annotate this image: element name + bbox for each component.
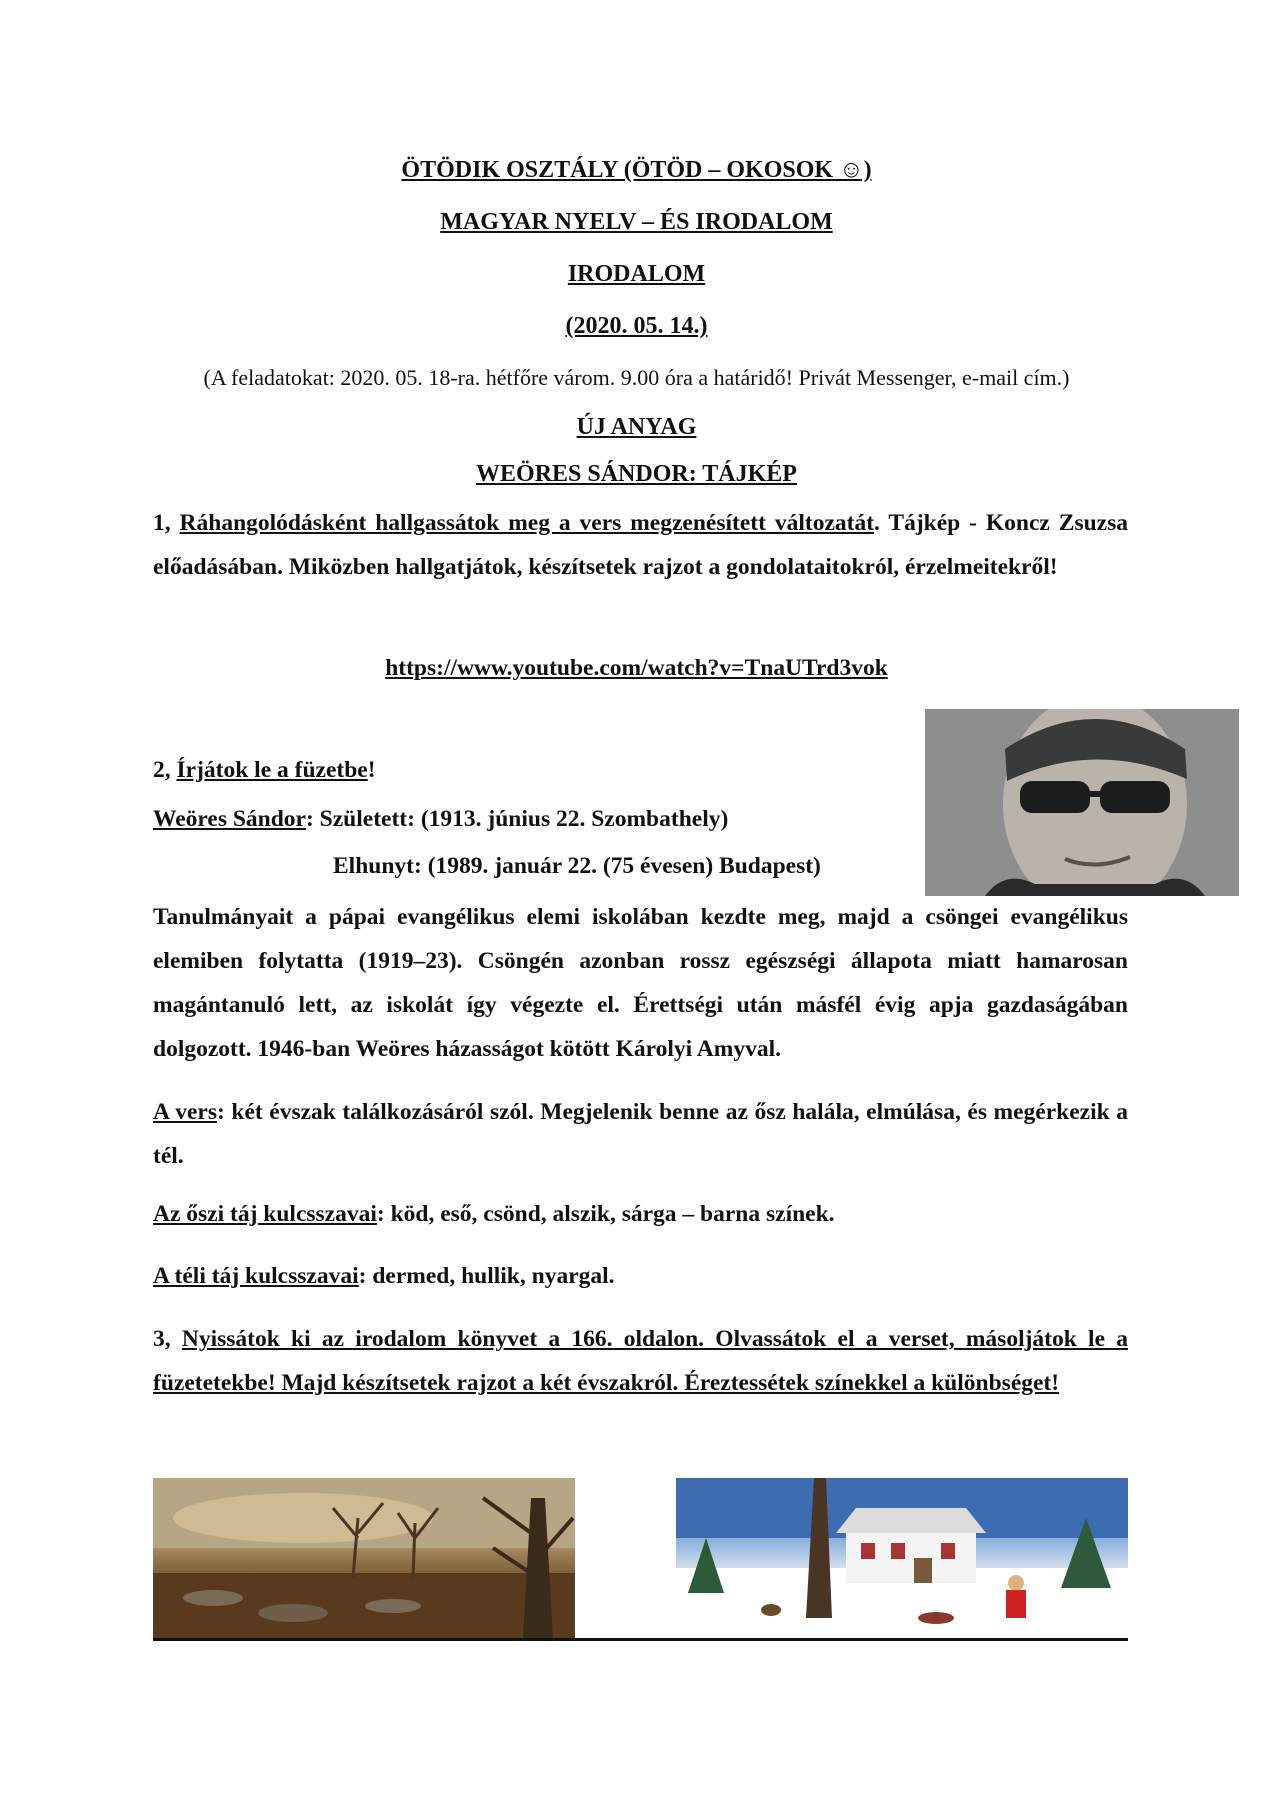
portrait-svg — [925, 709, 1239, 896]
task-3-instruction: Nyissátok ki az irodalom könyvet a 166. oldalon. Olvassátok el a verset, másoljátok le a füzetetekbe! Majd készítsetek rajzot a két évszakról. Éreztessétek színekkel a különbséget! — [153, 1326, 1129, 1396]
new-material-heading: ÚJ ANYAG — [576, 414, 697, 440]
topic-title: IRODALOM — [567, 261, 706, 287]
task-2-number: 2, — [153, 757, 177, 783]
biography: Tanulmányait a pápai evangélikus elemi iskolában kezdte meg, majd a csöngei evangélikus elemiben folytatta (1919–23). Csöngén azonban rossz egészségi állapota miatt hamarosan magántanuló lett, az iskolát így végezte el. Érettségi után másfél évig apja gazdaságában dolgozott. 1946-ban Weöres házasságot kötött Károlyi Amyval. — [153, 904, 1128, 1062]
deadline-note: (A feladatokat: 2020. 05. 18-ra. hétfőre várom. 9.00 óra a határidő! Privát Messenger, e-mail cím.) — [203, 365, 1070, 390]
task-1 — [153, 501, 1128, 589]
date-heading: (2020. 05. 14.) — [565, 313, 708, 339]
bottom-divider — [153, 1638, 1128, 1641]
birth-info: : Született: (1913. június 22. Szombathely) — [305, 806, 729, 832]
autumn-keywords — [153, 1201, 835, 1228]
winter-landscape-image — [676, 1478, 1128, 1638]
task-1-text: . Tájkép - Koncz Zsuzsa előadásában. Miközben hallgatjátok, készítsetek rajzot a gondolataitokról, érzelmeitekről! — [153, 510, 1128, 580]
winter-label: A téli táj kulcsszavai — [153, 1263, 359, 1289]
class-title: ÖTÖDIK OSZTÁLY (ÖTÖD – OKOSOK ☺) — [401, 157, 872, 183]
poem-title: WEÖRES SÁNDOR: TÁJKÉP — [476, 461, 797, 487]
autumn-text: : köd, eső, csönd, alszik, sárga – barna színek. — [376, 1201, 835, 1227]
task-2-instruction: Írjátok le a füzetbe — [176, 757, 368, 783]
task-1-number: 1, — [153, 510, 180, 536]
autumn-label: Az őszi táj kulcsszavai — [153, 1201, 377, 1227]
task-2 — [153, 757, 376, 784]
poem-description — [153, 1090, 1128, 1178]
task-3-number: 3, — [153, 1326, 182, 1352]
winter-keywords — [153, 1263, 615, 1290]
death-info: Elhunyt: (1989. január 22. (75 évesen) Budapest) — [333, 853, 821, 879]
task-2-exclamation: ! — [367, 757, 376, 783]
poem-text: : két évszak találkozásáról szól. Megjelenik benne az ősz halála, elmúlása, és megérkezik a tél. — [153, 1099, 1128, 1169]
author-birth — [153, 806, 728, 833]
author-portrait — [925, 709, 1239, 896]
poem-label: A vers — [153, 1099, 217, 1125]
task-3 — [153, 1317, 1128, 1405]
autumn-svg — [153, 1478, 575, 1638]
autumn-landscape-image — [153, 1478, 575, 1638]
author-name: Weöres Sándor — [153, 806, 306, 832]
task-1-instruction: Ráhangolódásként hallgassátok meg a vers megzenésített változatát — [179, 510, 875, 536]
winter-text: : dermed, hullik, nyargal. — [358, 1263, 615, 1289]
youtube-link[interactable]: https://www.youtube.com/watch?v=TnaUTrd3vok — [385, 655, 888, 681]
winter-svg — [676, 1478, 1128, 1638]
subject-title: MAGYAR NYELV – ÉS IRODALOM — [440, 209, 833, 235]
